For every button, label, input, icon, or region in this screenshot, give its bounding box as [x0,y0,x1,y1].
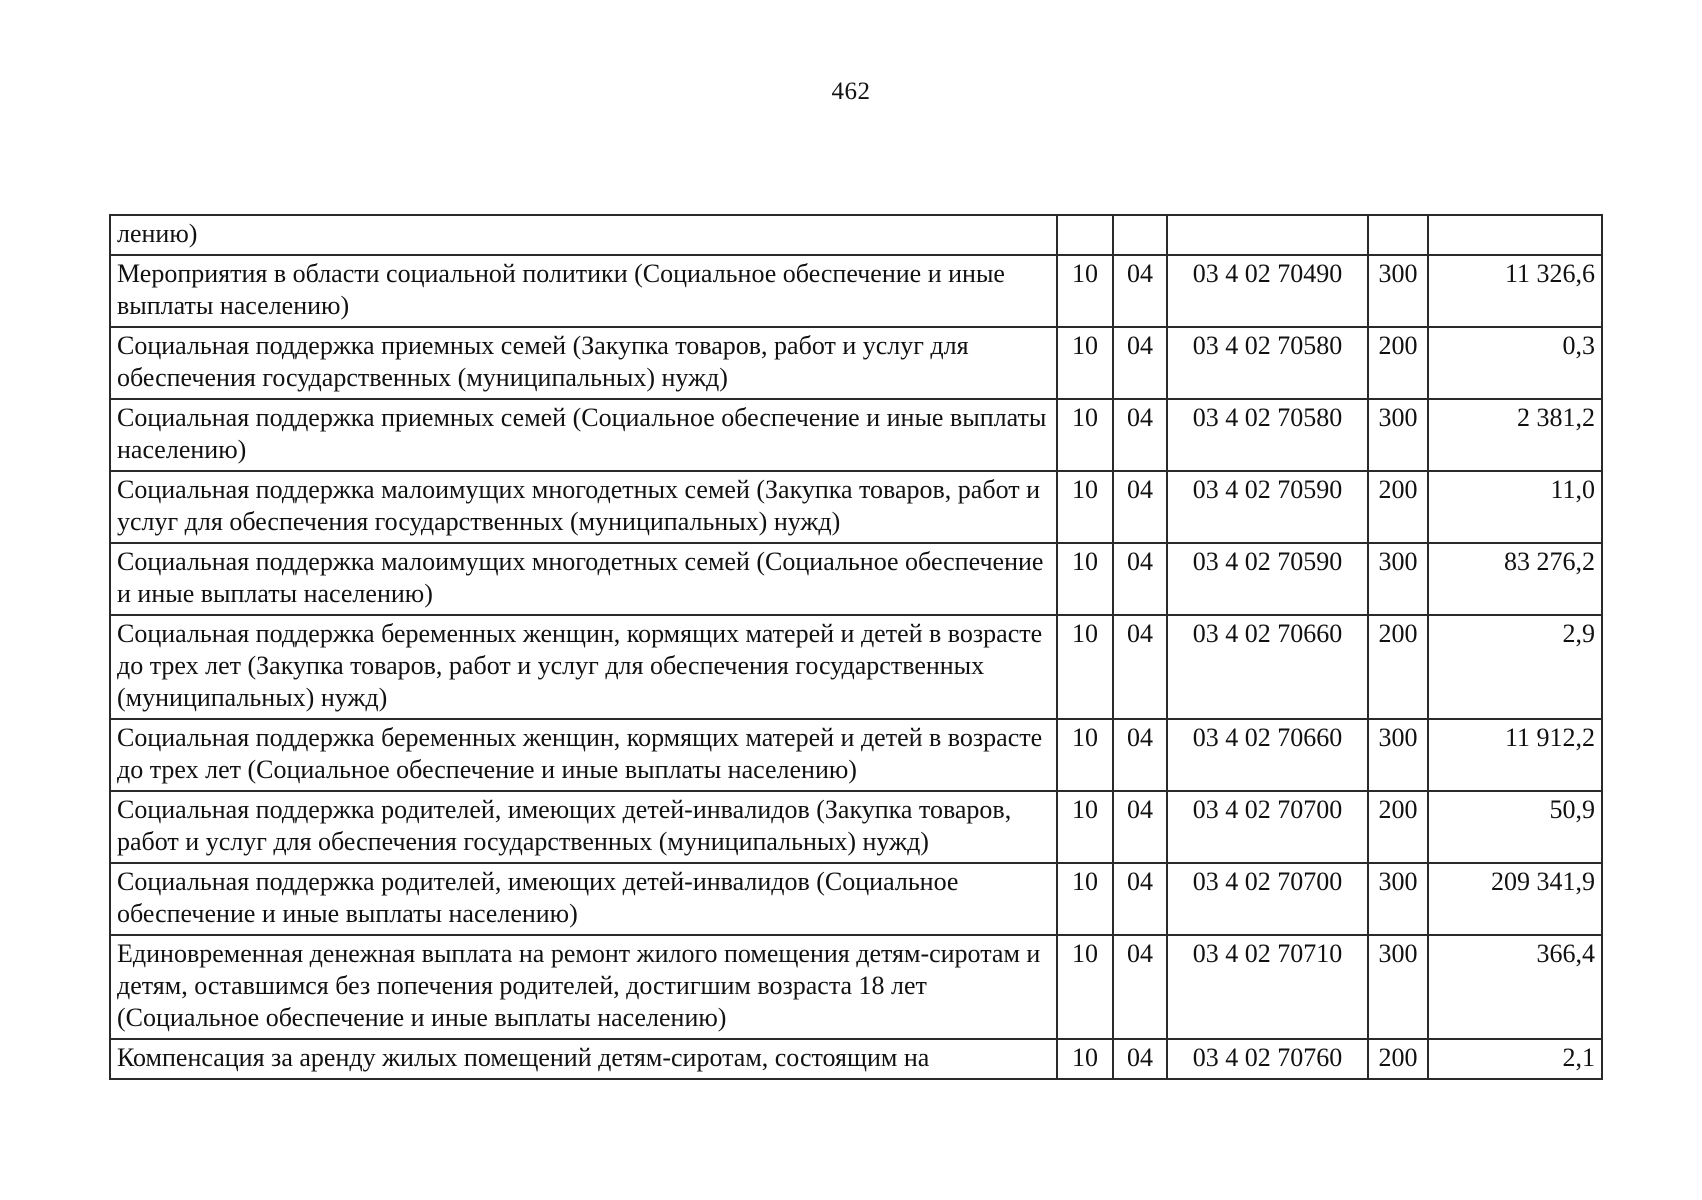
target-article-cell: 03 4 02 70590 [1167,543,1368,615]
subsection-cell: 04 [1113,543,1167,615]
section-cell: 10 [1057,719,1113,791]
budget-table [109,214,1603,1080]
expense-type-cell: 300 [1368,863,1428,935]
amount-cell: 11 912,2 [1428,719,1602,791]
amount-cell: 11 326,6 [1428,255,1602,327]
expense-type-cell [1368,215,1428,255]
target-article-cell [1167,215,1368,255]
subsection-cell: 04 [1113,471,1167,543]
subsection-cell: 04 [1113,791,1167,863]
amount-cell: 11,0 [1428,471,1602,543]
expense-name-cell: Социальная поддержка приемных семей (Социальное обеспечение и иные выплаты населению) [110,399,1057,471]
table-row [110,471,1602,543]
amount-cell: 2 381,2 [1428,399,1602,471]
table-row [110,719,1602,791]
section-cell: 10 [1057,863,1113,935]
subsection-cell: 04 [1113,935,1167,1039]
expense-type-cell: 200 [1368,327,1428,399]
expense-name-cell: лению) [110,215,1057,255]
table-row [110,863,1602,935]
amount-cell: 2,1 [1428,1039,1602,1079]
amount-cell [1428,215,1602,255]
expense-name-cell: Социальная поддержка малоимущих многодетных семей (Закупка товаров, работ и услуг для обеспечения государственных (муниципальных) нужд) [110,471,1057,543]
target-article-cell: 03 4 02 70580 [1167,399,1368,471]
target-article-cell: 03 4 02 70490 [1167,255,1368,327]
target-article-cell: 03 4 02 70700 [1167,791,1368,863]
expense-type-cell: 200 [1368,791,1428,863]
amount-cell: 209 341,9 [1428,863,1602,935]
table-row [110,543,1602,615]
subsection-cell: 04 [1113,615,1167,719]
section-cell: 10 [1057,615,1113,719]
expense-name-cell: Социальная поддержка приемных семей (Закупка товаров, работ и услуг для обеспечения государственных (муниципальных) нужд) [110,327,1057,399]
section-cell: 10 [1057,543,1113,615]
amount-cell: 83 276,2 [1428,543,1602,615]
expense-type-cell: 300 [1368,719,1428,791]
section-cell: 10 [1057,471,1113,543]
subsection-cell: 04 [1113,399,1167,471]
target-article-cell: 03 4 02 70700 [1167,863,1368,935]
amount-cell: 50,9 [1428,791,1602,863]
section-cell: 10 [1057,935,1113,1039]
target-article-cell: 03 4 02 70710 [1167,935,1368,1039]
subsection-cell: 04 [1113,255,1167,327]
section-cell: 10 [1057,1039,1113,1079]
section-cell [1057,215,1113,255]
table-body [110,215,1602,1079]
amount-cell: 366,4 [1428,935,1602,1039]
section-cell: 10 [1057,255,1113,327]
page-number: 462 [831,78,871,105]
table-row [110,215,1602,255]
target-article-cell: 03 4 02 70660 [1167,719,1368,791]
expense-name-cell: Социальная поддержка беременных женщин, кормящих матерей и детей в возрасте до трех лет (Закупка товаров, работ и услуг для обеспечения государственных (муниципальных) нужд) [110,615,1057,719]
subsection-cell: 04 [1113,719,1167,791]
subsection-cell: 04 [1113,863,1167,935]
expense-name-cell: Мероприятия в области социальной политики (Социальное обеспечение и иные выплаты населению) [110,255,1057,327]
expense-type-cell: 200 [1368,1039,1428,1079]
subsection-cell [1113,215,1167,255]
expense-name-cell: Единовременная денежная выплата на ремонт жилого помещения детям-сиротам и детям, оставшимся без попечения родителей, достигшим возраста 18 лет (Социальное обеспечение и иные выплаты населению) [110,935,1057,1039]
table-row [110,935,1602,1039]
section-cell: 10 [1057,327,1113,399]
table-row [110,1039,1602,1079]
amount-cell: 0,3 [1428,327,1602,399]
table-row [110,791,1602,863]
section-cell: 10 [1057,399,1113,471]
subsection-cell: 04 [1113,1039,1167,1079]
target-article-cell: 03 4 02 70590 [1167,471,1368,543]
expense-type-cell: 200 [1368,615,1428,719]
section-cell: 10 [1057,791,1113,863]
expense-type-cell: 300 [1368,255,1428,327]
table-row [110,255,1602,327]
subsection-cell: 04 [1113,327,1167,399]
table-row [110,327,1602,399]
table-row [110,399,1602,471]
expense-name-cell: Социальная поддержка малоимущих многодетных семей (Социальное обеспечение и иные выплаты населению) [110,543,1057,615]
expense-name-cell: Компенсация за аренду жилых помещений детям-сиротам, состоящим на [110,1039,1057,1079]
target-article-cell: 03 4 02 70660 [1167,615,1368,719]
expense-name-cell: Социальная поддержка родителей, имеющих детей-инвалидов (Закупка товаров, работ и услуг для обеспечения государственных (муниципальных) нужд) [110,791,1057,863]
amount-cell: 2,9 [1428,615,1602,719]
target-article-cell: 03 4 02 70580 [1167,327,1368,399]
expense-type-cell: 300 [1368,543,1428,615]
expense-name-cell: Социальная поддержка беременных женщин, кормящих матерей и детей в возрасте до трех лет (Социальное обеспечение и иные выплаты населению) [110,719,1057,791]
target-article-cell: 03 4 02 70760 [1167,1039,1368,1079]
expense-name-cell: Социальная поддержка родителей, имеющих детей-инвалидов (Социальное обеспечение и иные выплаты населению) [110,863,1057,935]
expense-type-cell: 300 [1368,935,1428,1039]
expense-type-cell: 200 [1368,471,1428,543]
table-row [110,615,1602,719]
expense-type-cell: 300 [1368,399,1428,471]
